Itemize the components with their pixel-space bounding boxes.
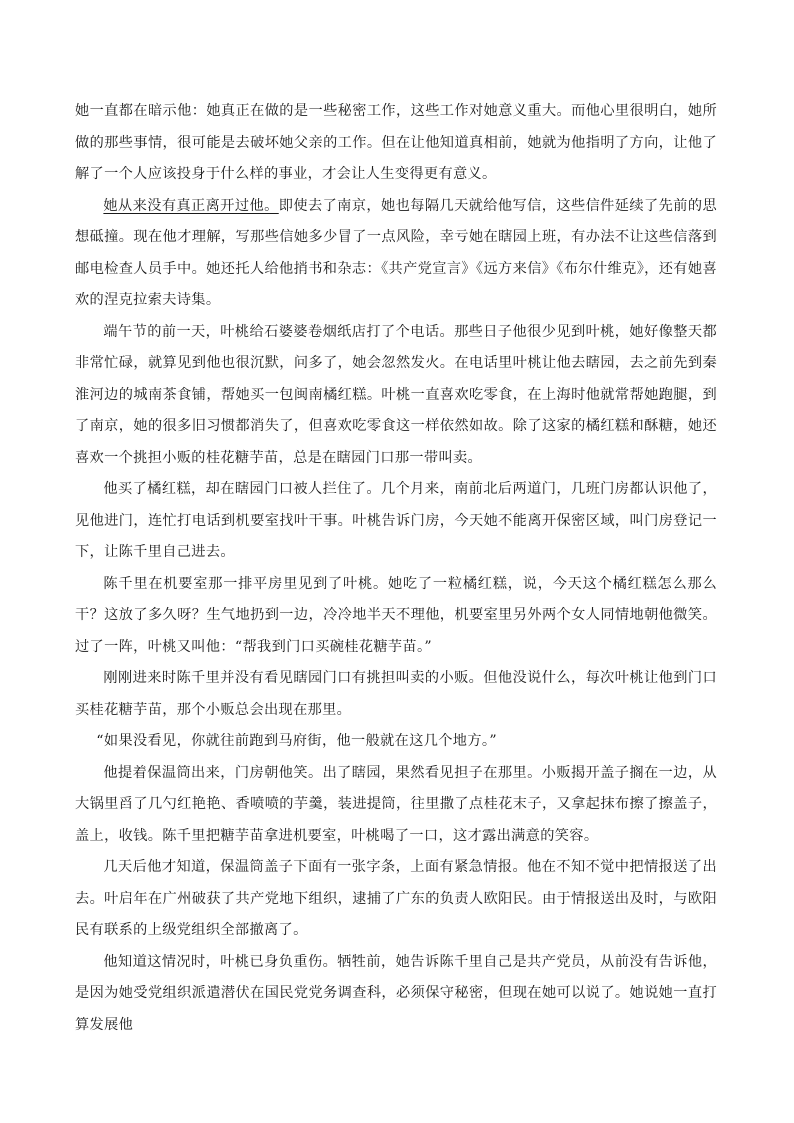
paragraph-8-text: 他提着保温筒出来，门房朝他笑。出了瞎园，果然看见担子在那里。小贩揭开盖子搁在一边，从大锅里舀了几勺红艳艳、香喷喷的芋羹，装进提筒，往里撒了点桂花末子，又拿起抹布擦了擦盖子，盖上，收钱。陈千里把糖芋苗拿进机要室，叶桃喝了一口，这才露出满意的笑容。 [75,764,717,844]
paragraph-1 [75,96,717,191]
paragraph-3 [75,317,717,475]
paragraph-6-text: 刚刚进来时陈千里并没有看见瞎园门口有挑担叫卖的小贩。但他没说什么，每次叶桃让他到门口买桂花糖芋苗，那个小贩总会出现在那里。 [75,670,717,718]
paragraph-9-text: 几天后他才知道，保温筒盖子下面有一张字条，上面有紧急情报。他在不知不觉中把情报送了出去。叶启年在广州破获了共产党地下组织，逮捕了广东的负责人欧阳民。由于情报送出及时，与欧阳民有联系的上级党组织全部撤离了。 [75,859,717,938]
paragraph-5 [75,569,717,664]
paragraph-2-underlined-sentence: 她从来没有真正离开过他。 [103,197,279,214]
paragraph-4 [75,474,717,569]
paragraph-6 [75,663,717,726]
paragraph-5-text: 陈千里在机要室那一排平房里见到了叶桃。她吃了一粒橘红糕，说，今天这个橘红糕怎么那么干？这放了多久呀？生气地扔到一边，冷冷地半天不理他，机要室里另外两个女人同情地朝他微笑。过了一阵，叶桃又叫他：“帮我到门口买碗桂花糖芋苗。” [75,575,717,655]
paragraph-8 [75,758,717,853]
paragraph-4-text: 他买了橘红糕，却在瞎园门口被人拦住了。几个月来，南前北后两道门，几班门房都认识他了，见他进门，连忙打电话到机要室找叶干事。叶桃告诉门房，今天她不能离开保密区域，叫门房登记一下，让陈千里自己进去。 [75,481,717,560]
paragraph-1-text: 她一直都在暗示他：她真正在做的是一些秘密工作，这些工作对她意义重大。而他心里很明白，她所做的那些事情，很可能是去破坏她父亲的工作。但在让他知道真相前，她就为他指明了方向，让他了解了一个人应该投身于什么样的事业，才会让人生变得更有意义。 [75,103,717,182]
paragraph-7-text: “如果没看见，你就往前跑到马府街，他一般就在这几个地方。” [96,733,497,749]
paragraph-7-quote [75,726,717,758]
paragraph-10-text: 他知道这情况时，叶桃已身负重伤。牺牲前，她告诉陈千里自己是共产党员，从前没有告诉他，是因为她受党组织派遣潜伏在国民党党务调查科，必须保守秘密，但现在她可以说了。她说她一直打算发展他 [75,953,717,1033]
paragraph-2-text: 即使去了南京，她也每隔几天就给他写信，这些信件延续了先前的思想砥撞。现在他才理解，写那些信她多少冒了一点风险，幸亏她在瞎园上班，有办法不让这些信落到邮电检查人员手中。她还托人给他捎书和杂志：《共产党宣言》《远方来信》《布尔什维克》，还有她喜欢的涅克拉索夫诗集。 [75,197,717,308]
paragraph-3-text: 端午节的前一天，叶桃给石婆婆卷烟纸店打了个电话。那些日子他很少见到叶桃，她好像整天都非常忙碌，就算见到他也很沉默，问多了，她会忽然发火。在电话里叶桃让他去瞎园，去之前先到秦淮河边的城南茶食铺，帮她买一包闽南橘红糕。叶桃一直喜欢吃零食，在上海时他就常帮她跑腿，到了南京，她的很多旧习惯都消失了，但喜欢吃零食这一样依然如故。除了这家的橘红糕和酥糖，她还喜欢一个挑担小贩的桂花糖芋苗，总是在瞎园门口那一带叫卖。 [75,323,717,466]
paragraph-10 [75,947,717,1042]
paragraph-2 [75,191,717,317]
paragraph-9 [75,852,717,947]
document-body [75,96,717,1041]
